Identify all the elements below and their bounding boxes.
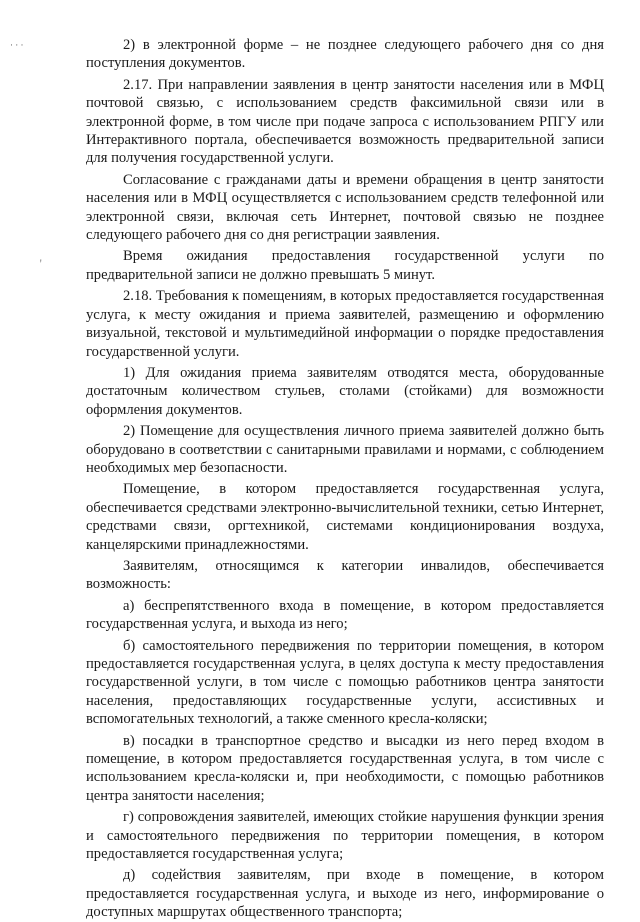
scan-artifact: ꞌ (40, 258, 42, 268)
list-item: в) посадки в транспортное средство и высадки из него перед входом в помещение, в котором предоставляется государственная услуга, в том числе с использованием кресла-коляски и, при необходимости, с помощью работников центра занятости населения; (86, 732, 604, 804)
paragraph: Согласование с гражданами даты и времени обращения в центр занятости населения или в МФЦ осуществляется с использованием средств телефонной или электронной связи, включая сеть Интернет, почтовой связью не позднее следующего рабочего дня со дня регистрации заявления. (86, 171, 604, 244)
paragraph: 2) Помещение для осуществления личного приема заявителей должно быть оборудовано в соответствии с санитарными правилами и нормами, с соблюдением необходимых мер безопасности. (86, 423, 604, 476)
scan-artifact: · · · (10, 40, 24, 50)
paragraph: 2.18. Требования к помещениям, в которых предоставляется государственная услуга, к месту ожидания и приема заявителей, размещению и оформлению визуальной, текстовой и мультимедийной информации о порядке предоставления государственной услуги. (86, 288, 604, 360)
document-body (86, 36, 604, 922)
list-item: б) самостоятельного передвижения по территории помещения, в котором предоставляется государственная услуга, в целях доступа к месту предоставления государственной услуги, в том числе с помощью работников центра занятости населения, предоставляющих государственные услуги, ассистивных и вспомогательных технологий, а также сменного кресла-коляски; (86, 637, 604, 728)
paragraph: Заявителям, относящимся к категории инвалидов, обеспечивается возможность: (86, 557, 604, 593)
list-item: а) беспрепятственного входа в помещение, в котором предоставляется государственная услуга, и выхода из него; (86, 597, 604, 633)
paragraph: Время ожидания предоставления государственной услуги по предварительной записи не должно превышать 5 минут. (86, 248, 604, 283)
paragraph: 2.17. При направлении заявления в центр занятости населения или в МФЦ почтовой связью, с использованием средств факсимильной связи или в электронной форме, в том числе при подаче запроса с использованием РПГУ или Интерактивного портала, обеспечивается возможность предварительной записи для получения государственной услуги. (86, 76, 604, 167)
paragraph: 1) Для ожидания приема заявителям отводятся места, оборудованные достаточным количеством стульев, столами (стойками) для возможности оформления документов. (86, 364, 604, 418)
list-item: д) содействия заявителям, при входе в помещение, в котором предоставляется государственная услуга, и выходе из него, информирование о доступных маршрутах общественного транспорта; (86, 867, 604, 921)
paragraph: Помещение, в котором предоставляется государственная услуга, обеспечивается средствами электронно-вычислительной техники, сетью Интернет, средствами связи, оргтехникой, системами кондиционирования воздуха, канцелярскими принадлежностями. (86, 481, 604, 553)
paragraph: 2) в электронной форме – не позднее следующего рабочего дня со дня поступления документов. (86, 37, 604, 72)
list-item: г) сопровождения заявителей, имеющих стойкие нарушения функции зрения и самостоятельного передвижения по территории помещения, в котором предоставляется государственная услуга; (86, 809, 604, 863)
